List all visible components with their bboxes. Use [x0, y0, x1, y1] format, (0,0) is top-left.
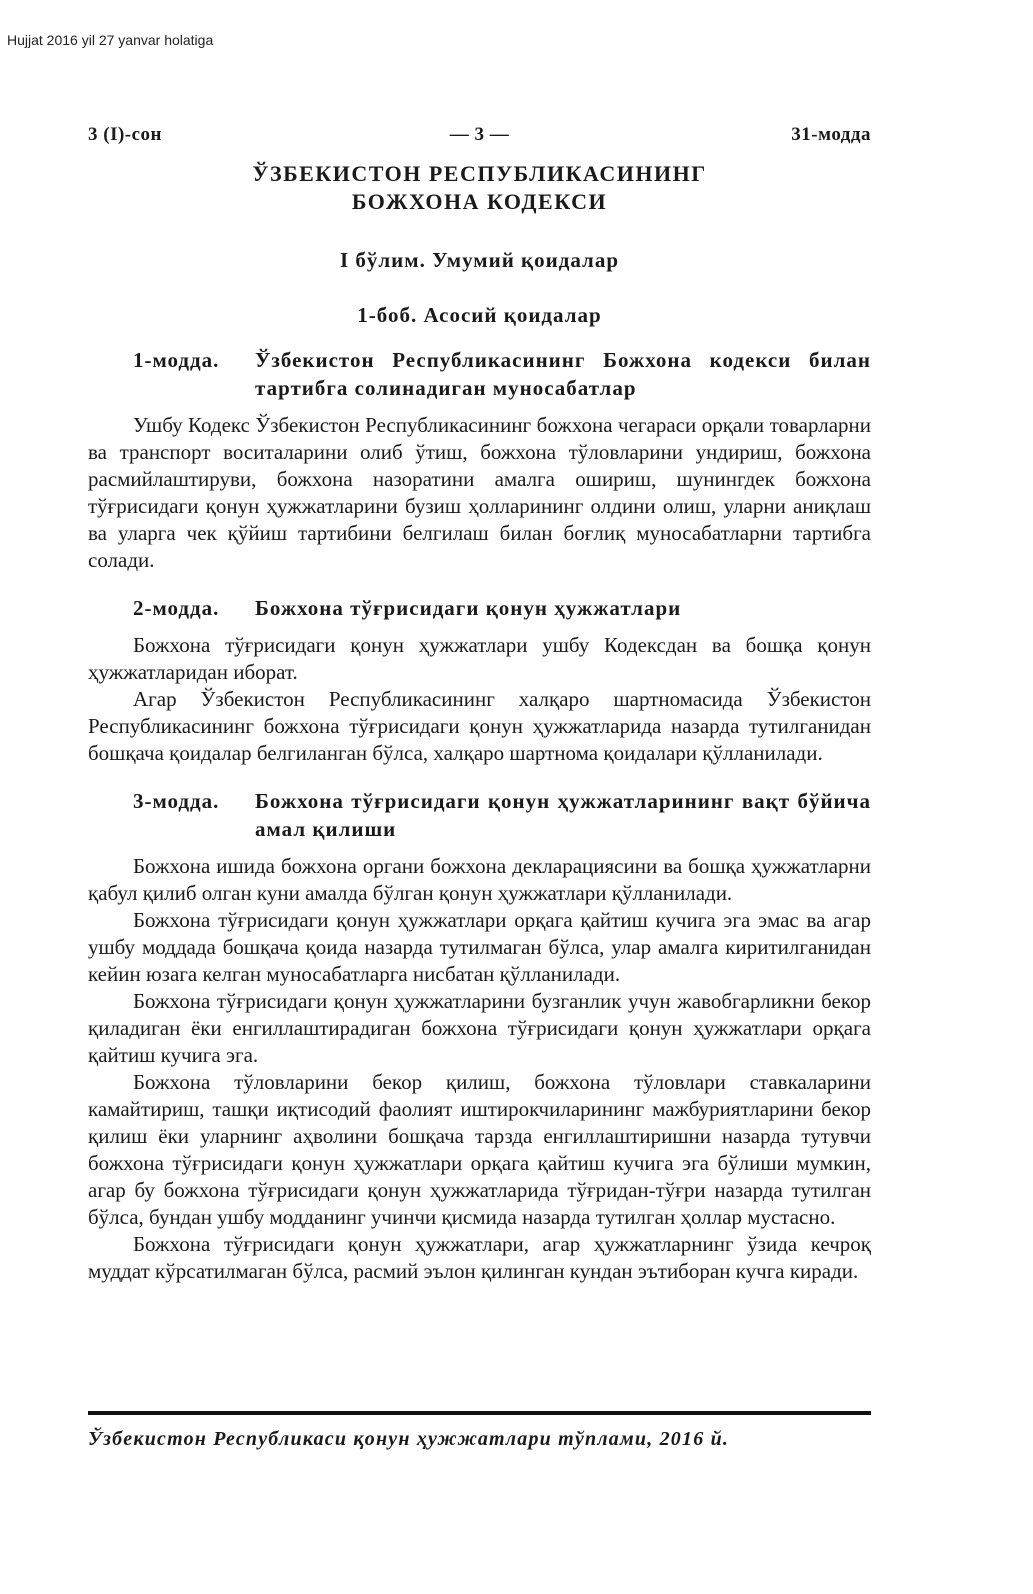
article-name: Божхона тўғрисидаги қонун ҳужжатларининг вақт бўйича амал қилиши	[255, 789, 871, 841]
article-paragraph: Божхона тўғрисидаги қонун ҳужжатлари, агар ҳужжатларнинг ўзида кечроқ муддат кўрсатилмаган бўлса, расмий эълон қилинган кундан эътиборан кучга киради.	[88, 1232, 871, 1283]
article-paragraph: Ушбу Кодекс Ўзбекистон Республикасининг божхона чегараси орқали товарларни ва транспорт воситаларини олиб ўтиш, божхона тўловларини ундириш, божхона расмийлаштируви, божхона назоратини амалга ошириш, шунингдек божхона тўғрисидаги қонун ҳужжатларини бузиш ҳолларининг олдини олиш, уларни аниқлаш ва уларга чек қўйиш тартибини белгилаш билан боғлиқ муносабатларни тартибга солади.	[88, 413, 871, 572]
article-number: 2-модда.	[133, 596, 220, 620]
running-head	[88, 118, 871, 148]
document-page	[88, 118, 871, 1285]
article-paragraph: Божхона тўғрисидаги қонун ҳужжатлари орқага қайтиш кучига эга эмас ва агар ушбу моддада бошқача қоида назарда тутилмаган бўлса, улар амалга киритилганидан кейин юзага келган муносабатларга нисбатан қўлланилади.	[88, 908, 871, 986]
article-paragraph: Божхона тўғрисидаги қонун ҳужжатларини бузганлик учун жавобгарликни бекор қиладиган ёки енгиллаштирадиган божхона тўғрисидаги қонун ҳужжатлари орқага қайтиш кучига эга.	[88, 989, 871, 1067]
article-paragraph: Божхона тўғрисидаги қонун ҳужжатлари ушбу Кодексдан ва бошқа қонун ҳужжатларидан иборат.	[88, 633, 871, 684]
page-number: — 3 —	[449, 124, 510, 145]
article-number: 1-модда.	[133, 348, 220, 372]
document-title-line1: ЎЗБЕКИСТОН РЕСПУБЛИКАСИНИНГ	[252, 161, 707, 186]
article-number: 3-модда.	[133, 789, 220, 813]
article-2	[88, 594, 871, 767]
article-name: Божхона тўғрисидаги қонун ҳужжатлари	[255, 596, 682, 620]
article-heading	[88, 346, 871, 402]
chapter-title: 1-боб. Асосий қоидалар	[357, 303, 602, 327]
article-paragraph: Божхона тўловларини бекор қилиш, божхона тўловлари ставкаларини камайтириш, ташқи иқтисодий фаолият иштирокчиларининг мажбуриятларини бекор қилиш ёки уларнинг аҳволини бошқача тарзда енгиллаштиришни назарда тутувчи божхона тўғрисидаги қонун ҳужжатлари орқага қайтиш кучига эга бўлиши мумкин, агар бу божхона тўғрисидаги қонун ҳужжатларида тўғридан-тўғри назарда тутилган бўлса, бундан ушбу модданинг учинчи қисмида назарда тутилган ҳоллар мустасно.	[88, 1070, 871, 1229]
article-reference: 31-модда	[791, 124, 871, 145]
issue-number: 3 (I)-сон	[88, 124, 163, 145]
section-title: I бўлим. Умумий қоидалар	[339, 248, 620, 272]
article-3	[88, 787, 871, 1285]
article-1	[88, 346, 871, 574]
article-heading	[88, 594, 871, 622]
publication-footer: Ўзбекистон Республикаси қонун ҳужжатлари тўплами, 2016 й.	[88, 1428, 730, 1450]
document-title-line2: БОЖХОНА КОДЕКСИ	[351, 189, 608, 214]
article-paragraph: Агар Ўзбекистон Республикасининг халқаро шартномасида Ўзбекистон Республикасининг божхона тўғрисидаги қонун ҳужжатларида назарда тутилганидан бошқача қоидалар белгиланган бўлса, халқаро шартнома қоидалари қўлланилади.	[88, 687, 871, 765]
document-title	[88, 160, 871, 216]
footer-divider	[88, 1411, 871, 1415]
article-heading	[88, 787, 871, 843]
article-paragraph: Божхона ишида божхона органи божхона декларациясини ва бошқа ҳужжатларни қабул қилиб олган куни амалда бўлган қонун ҳужжатлари қўлланилади.	[88, 854, 871, 905]
document-status-stamp: Hujjat 2016 yil 27 yanvar holatiga	[7, 32, 214, 48]
article-name: Ўзбекистон Республикасининг Божхона кодекси билан тартибга солинадиган муносабатлар	[255, 348, 871, 400]
